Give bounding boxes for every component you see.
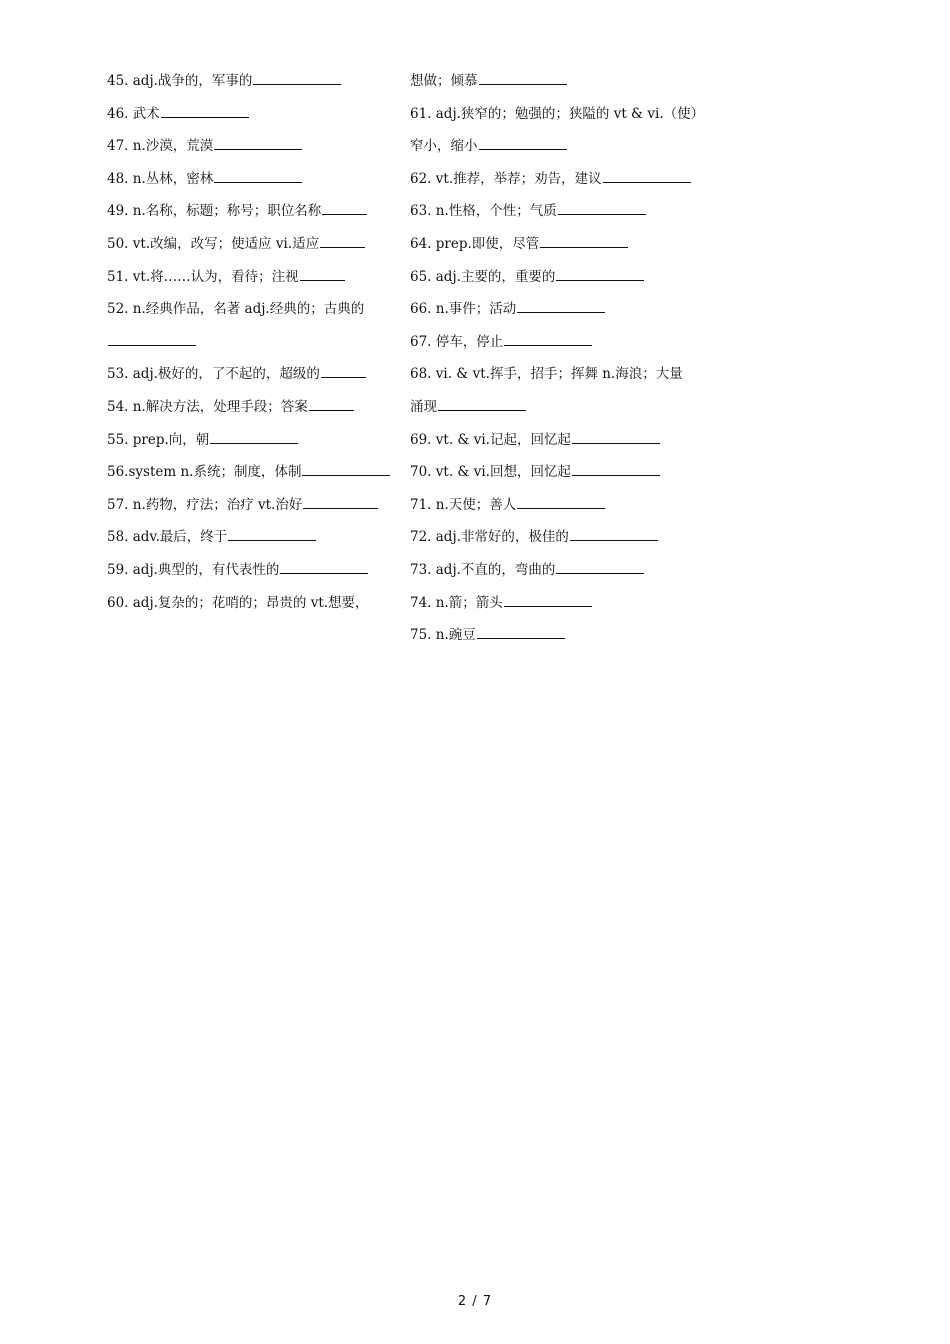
question-text: 46. 武术 xyxy=(107,105,160,122)
question-text: 50. vt.改编，改写；使适应 vi.适应 xyxy=(107,235,320,252)
question-47 xyxy=(107,130,397,163)
question-52-continued xyxy=(107,326,397,359)
question-text: 59. adj.典型的，有代表性的 xyxy=(107,561,280,578)
right-column xyxy=(410,65,705,652)
question-text: 72. adj.非常好的，极佳的 xyxy=(410,529,569,546)
answer-blank[interactable] xyxy=(214,165,302,183)
question-text: 60. adj.复杂的；花哨的；昂贵的 vt.想要， xyxy=(107,594,369,611)
question-68-continued xyxy=(410,391,700,424)
question-65 xyxy=(410,261,700,294)
question-70 xyxy=(410,456,700,489)
answer-blank[interactable] xyxy=(321,360,366,378)
answer-blank[interactable] xyxy=(210,426,298,444)
question-text: 70. vt. & vi.回想，回忆起 xyxy=(410,464,571,481)
answer-blank[interactable] xyxy=(517,491,605,509)
question-text: 71. n.天使；善人 xyxy=(410,496,517,513)
question-45 xyxy=(107,65,397,98)
answer-blank[interactable] xyxy=(280,556,368,574)
question-text: 69. vt. & vi.记起，回忆起 xyxy=(410,431,571,448)
question-text: 47. n.沙漠，荒漠 xyxy=(107,138,214,155)
question-49 xyxy=(107,195,397,228)
question-56 xyxy=(107,456,397,489)
question-54 xyxy=(107,391,397,424)
question-58 xyxy=(107,521,397,554)
page-number: 2 / 7 xyxy=(457,1294,493,1309)
answer-blank[interactable] xyxy=(320,230,365,248)
question-text: 54. n.解决方法，处理手段；答案 xyxy=(107,398,308,415)
question-text: 涌现 xyxy=(410,398,437,415)
question-52 xyxy=(107,293,397,326)
question-61 xyxy=(410,98,705,131)
question-text: 61. adj.狭窄的；勉强的；狭隘的 vt & vi.（使） xyxy=(410,105,705,122)
question-57 xyxy=(107,489,397,522)
answer-blank[interactable] xyxy=(504,328,592,346)
question-text: 窄小，缩小 xyxy=(410,138,478,155)
question-60-continued xyxy=(410,65,700,98)
answer-blank[interactable] xyxy=(309,393,354,411)
answer-blank[interactable] xyxy=(300,263,345,281)
question-72 xyxy=(410,521,700,554)
question-text: 55. prep.向，朝 xyxy=(107,431,210,448)
question-68 xyxy=(410,358,700,391)
question-text: 49. n.名称，标题；称号；职位名称 xyxy=(107,203,322,220)
answer-blank[interactable] xyxy=(556,556,644,574)
answer-blank[interactable] xyxy=(558,197,646,215)
question-61-continued xyxy=(410,130,700,163)
question-53 xyxy=(107,358,397,391)
question-50 xyxy=(107,228,397,261)
answer-blank[interactable] xyxy=(214,132,302,150)
answer-blank[interactable] xyxy=(603,165,691,183)
question-62 xyxy=(410,163,700,196)
answer-blank[interactable] xyxy=(479,132,567,150)
answer-blank[interactable] xyxy=(504,589,592,607)
question-text: 53. adj.极好的，了不起的，超级的 xyxy=(107,366,320,383)
question-text: 67. 停车，停止 xyxy=(410,333,504,350)
answer-blank[interactable] xyxy=(302,458,390,476)
question-text: 63. n.性格，个性；气质 xyxy=(410,203,557,220)
question-46 xyxy=(107,98,397,131)
question-text: 75. n.豌豆 xyxy=(410,627,476,644)
question-text: 52. n.经典作品，名著 adj.经典的；古典的 xyxy=(107,301,365,318)
question-69 xyxy=(410,424,700,457)
question-48 xyxy=(107,163,397,196)
question-text: 74. n.箭；箭头 xyxy=(410,594,503,611)
question-text: 68. vi. & vt.挥手，招手；挥舞 n.海浪；大量 xyxy=(410,366,683,383)
left-column xyxy=(107,65,397,619)
question-66 xyxy=(410,293,700,326)
answer-blank[interactable] xyxy=(322,197,367,215)
question-64 xyxy=(410,228,700,261)
answer-blank[interactable] xyxy=(540,230,628,248)
answer-blank[interactable] xyxy=(253,67,341,85)
question-text: 65. adj.主要的，重要的 xyxy=(410,268,556,285)
question-text: 62. vt.推荐，举荐；劝告，建议 xyxy=(410,170,602,187)
answer-blank[interactable] xyxy=(556,263,644,281)
question-55 xyxy=(107,424,397,457)
answer-blank[interactable] xyxy=(108,328,196,346)
question-text: 73. adj.不直的，弯曲的 xyxy=(410,561,556,578)
question-text: 51. vt.将……认为，看待；注视 xyxy=(107,268,299,285)
answer-blank[interactable] xyxy=(477,621,565,639)
question-71 xyxy=(410,489,700,522)
answer-blank[interactable] xyxy=(572,426,660,444)
question-text: 58. adv.最后，终于 xyxy=(107,529,228,546)
question-text: 45. adj.战争的，军事的 xyxy=(107,73,253,89)
question-59 xyxy=(107,554,397,587)
question-text: 66. n.事件；活动 xyxy=(410,301,517,318)
question-text: 57. n.药物，疗法；治疗 vt.治好 xyxy=(107,496,303,513)
answer-blank[interactable] xyxy=(479,67,567,85)
question-67 xyxy=(410,326,700,359)
answer-blank[interactable] xyxy=(572,458,660,476)
question-75 xyxy=(410,619,700,652)
question-63 xyxy=(410,195,700,228)
question-text: 56.system n.系统；制度，体制 xyxy=(107,464,302,481)
question-51 xyxy=(107,261,397,294)
answer-blank[interactable] xyxy=(228,523,316,541)
question-73 xyxy=(410,554,700,587)
answer-blank[interactable] xyxy=(517,295,605,313)
question-74 xyxy=(410,587,700,620)
answer-blank[interactable] xyxy=(303,491,378,509)
question-60 xyxy=(107,587,397,620)
question-text: 64. prep.即使，尽管 xyxy=(410,235,540,252)
answer-blank[interactable] xyxy=(161,100,249,118)
question-text: 想做；倾慕 xyxy=(410,73,478,89)
answer-blank[interactable] xyxy=(570,523,658,541)
question-text: 48. n.丛林，密林 xyxy=(107,170,214,187)
answer-blank[interactable] xyxy=(438,393,526,411)
